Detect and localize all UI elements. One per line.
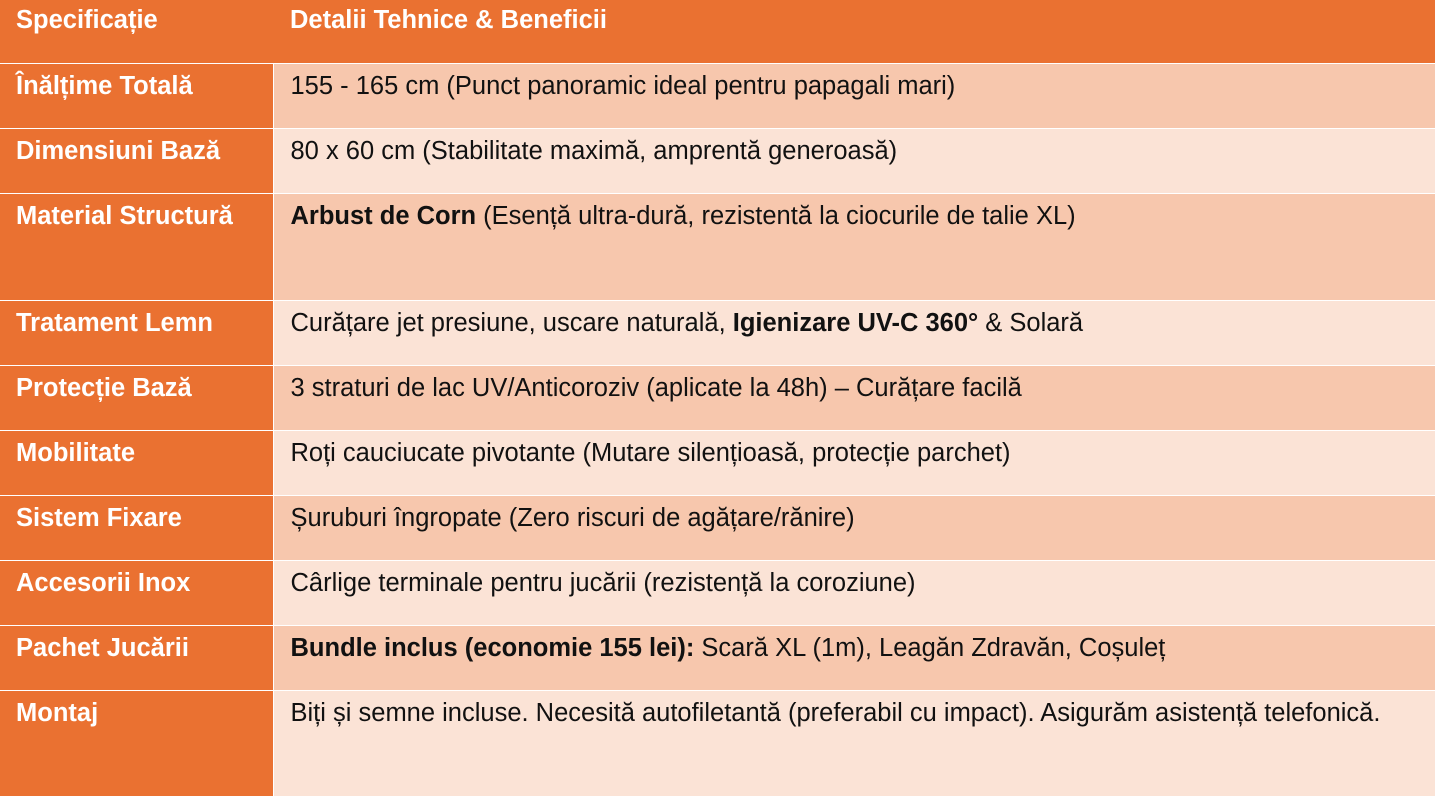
table-row	[0, 64, 1435, 129]
row-label: Mobilitate	[0, 431, 273, 496]
row-label: Accesorii Inox	[0, 561, 273, 626]
row-value-bold: Bundle inclus (economie 155 lei):	[290, 634, 695, 662]
header-specification: Specificație	[0, 0, 273, 64]
row-value	[273, 129, 1435, 194]
row-value	[273, 561, 1435, 626]
row-value-text: 155 - 165 cm (Punct panoramic ideal pentru papagali mari)	[290, 72, 956, 100]
row-value-text: Cârlige terminale pentru jucării (rezistență la coroziune)	[290, 569, 916, 597]
table-row	[0, 496, 1435, 561]
row-label: Înălțime Totală	[0, 64, 273, 129]
row-value	[273, 366, 1435, 431]
row-value-text: & Solară	[978, 309, 1084, 337]
row-value-prefix: Curățare jet presiune, uscare naturală,	[290, 309, 733, 337]
row-value-text: Roți cauciucate pivotante (Mutare silențioasă, protecție parchet)	[290, 439, 1011, 467]
row-label: Sistem Fixare	[0, 496, 273, 561]
row-value	[273, 496, 1435, 561]
table-row	[0, 366, 1435, 431]
table-row	[0, 301, 1435, 366]
row-value-text: Scară XL (1m), Leagăn Zdravăn, Coșuleț	[694, 634, 1166, 662]
table-row	[0, 626, 1435, 691]
row-value-text: Șuruburi îngropate (Zero riscuri de agățare/rănire)	[290, 504, 855, 532]
row-value-text: (Esență ultra-dură, rezistentă la ciocurile de talie XL)	[476, 202, 1076, 230]
table-row	[0, 431, 1435, 496]
row-label: Pachet Jucării	[0, 626, 273, 691]
row-value-bold: Igienizare UV-C 360°	[732, 309, 979, 337]
table-header-row	[0, 0, 1435, 64]
row-value	[273, 301, 1435, 366]
row-value	[273, 691, 1435, 797]
row-label: Material Structură	[0, 194, 273, 301]
row-value-text: Biți și semne incluse. Necesită autofiletantă (preferabil cu impact). Asigurăm asistență telefonică.	[290, 699, 1381, 727]
row-label: Tratament Lemn	[0, 301, 273, 366]
row-value	[273, 626, 1435, 691]
row-label: Protecție Bază	[0, 366, 273, 431]
row-label: Dimensiuni Bază	[0, 129, 273, 194]
table-row	[0, 129, 1435, 194]
row-label: Montaj	[0, 691, 273, 797]
row-value-text: 3 straturi de lac UV/Anticoroziv (aplicate la 48h) – Curățare facilă	[290, 374, 1022, 402]
table-row	[0, 194, 1435, 301]
row-value-text: 80 x 60 cm (Stabilitate maximă, amprentă generoasă)	[290, 137, 898, 165]
header-details: Detalii Tehnice & Beneficii	[273, 0, 1435, 64]
row-value-bold: Arbust de Corn	[290, 202, 477, 230]
table-row	[0, 561, 1435, 626]
row-value	[273, 64, 1435, 129]
row-value	[273, 431, 1435, 496]
table-row	[0, 691, 1435, 797]
row-value	[273, 194, 1435, 301]
